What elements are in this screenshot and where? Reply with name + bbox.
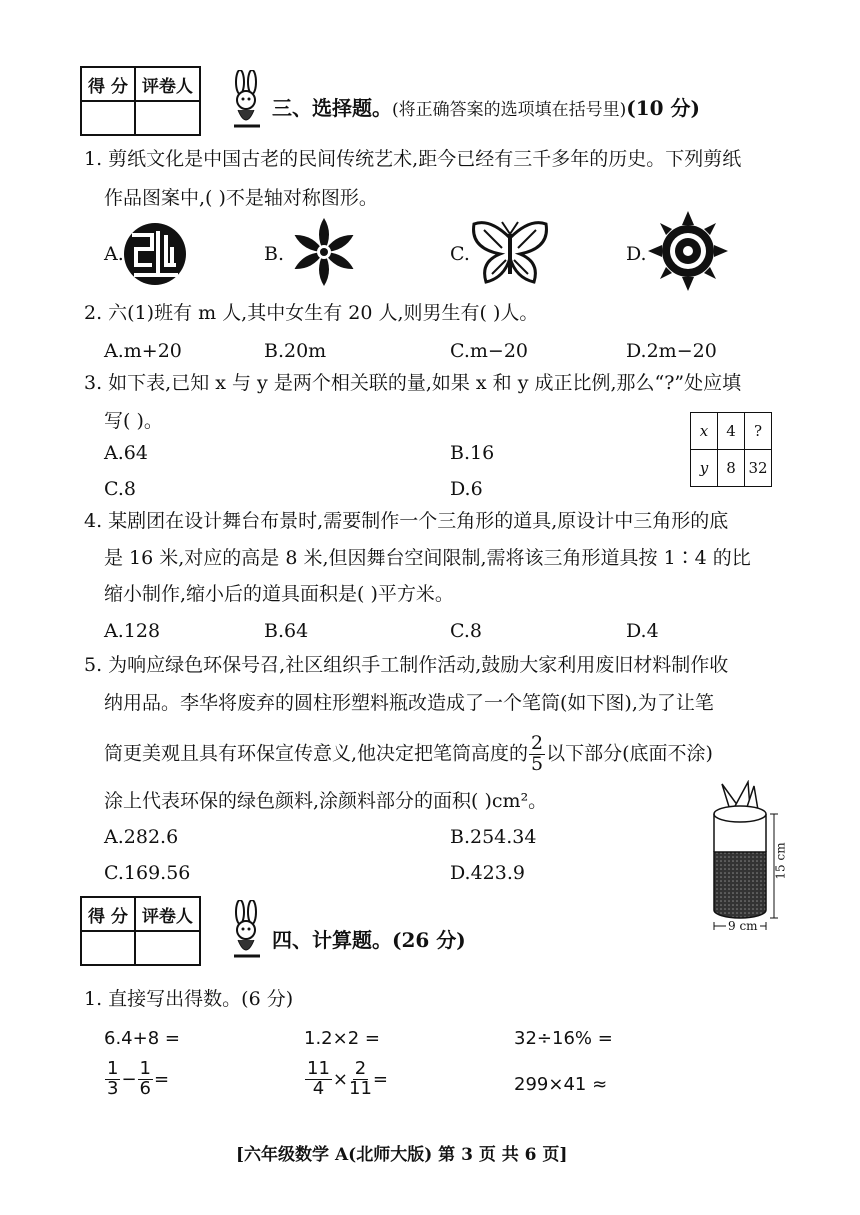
xy-table	[690, 412, 772, 487]
calc-item-2: 1.2×2 =	[304, 1028, 380, 1049]
score-label: 得 分	[81, 897, 135, 931]
score-label: 得 分	[81, 67, 135, 101]
equals: =	[372, 1068, 388, 1090]
pen-holder-figure	[700, 780, 810, 935]
operator: ×	[332, 1068, 348, 1090]
calc-item-1: 6.4+8 =	[104, 1028, 180, 1049]
xy-cell: 4	[718, 413, 745, 450]
fraction-two-fifths	[529, 734, 545, 775]
papercut-d-medallion-icon	[646, 210, 730, 292]
q5-option-a: A.282.6	[104, 826, 179, 848]
frac-den: 5	[531, 752, 544, 775]
fraction	[105, 1060, 120, 1099]
q1-option-c-label: C.	[450, 243, 470, 265]
fraction	[305, 1060, 332, 1099]
calc-item-6: 299×41 ≈	[514, 1074, 608, 1095]
section4-heading	[272, 924, 466, 953]
q5-line3-start: 筒更美观且具有环保宣传意义,他决定把笔筒高度的	[104, 742, 529, 765]
xy-cell: ?	[745, 413, 772, 450]
calc-item-5	[304, 1060, 388, 1099]
q4-option-c: C.8	[450, 620, 482, 642]
calc-item-4	[104, 1060, 169, 1099]
operator: −	[121, 1068, 137, 1090]
q5-option-d: D.423.9	[450, 862, 525, 884]
score-box-section4	[80, 896, 201, 966]
score-cell	[81, 101, 135, 135]
q3-option-d: D.6	[450, 478, 483, 500]
q2-option-a: A.m+20	[104, 340, 182, 362]
q2-option-c: C.m−20	[450, 340, 529, 362]
q4-line2: 是 16 米,对应的高是 8 米,但因舞台空间限制,需将该三角形道具按 1∶4 的比	[104, 547, 751, 569]
q1-line2: 作品图案中,( )不是轴对称图形。	[104, 187, 378, 209]
diameter-label: 9 cm	[728, 919, 758, 933]
page-footer: [六年级数学 A(北师大版) 第 3 页 共 6 页]	[236, 1145, 568, 1165]
q1-line1: 1. 剪纸文化是中国古老的民间传统艺术,距今已经有三千多年的历史。下列剪纸	[84, 148, 742, 170]
q4-option-a: A.128	[104, 620, 161, 642]
q5-line2: 纳用品。李华将废弃的圆柱形塑料瓶改造成了一个笔筒(如下图),为了让笔	[104, 692, 714, 714]
cylinder-diagram-icon	[700, 780, 810, 935]
section3-note: (将正确答案的选项填在括号里)	[392, 100, 627, 120]
height-label: 15 cm	[773, 842, 788, 880]
papercut-a-icon	[122, 221, 188, 287]
xy-cell: y	[691, 450, 718, 487]
xy-cell: 8	[718, 450, 745, 487]
q3-option-c: C.8	[104, 478, 136, 500]
frac-num: 1	[139, 1058, 151, 1079]
papercut-b-flower-icon	[284, 214, 364, 290]
grader-cell	[135, 931, 200, 965]
q1-option-b-label: B.	[264, 243, 285, 265]
score-box-section3	[80, 66, 201, 136]
frac-num: 1	[107, 1058, 119, 1079]
xy-cell: 32	[745, 450, 772, 487]
q5-line4: 涂上代表环保的绿色颜料,涂颜料部分的面积( )cm²。	[104, 790, 548, 812]
calc-item-3: 32÷16% =	[514, 1028, 613, 1049]
section3-title: 三、选择题。	[272, 96, 392, 120]
grader-label: 评卷人	[135, 897, 200, 931]
grader-cell	[135, 101, 200, 135]
xy-cell: x	[691, 413, 718, 450]
grader-label: 评卷人	[135, 67, 200, 101]
rabbit-mascot-icon	[224, 70, 270, 130]
q1-option-d-label: D.	[626, 243, 647, 265]
q4-option-d: D.4	[626, 620, 659, 642]
q4-line1: 4. 某剧团在设计舞台布景时,需要制作一个三角形的道具,原设计中三角形的底	[84, 510, 729, 532]
frac-den: 3	[107, 1077, 119, 1099]
rabbit-mascot-icon	[224, 900, 270, 960]
q2-option-b: B.20m	[264, 340, 327, 362]
frac-den: 6	[139, 1077, 151, 1099]
q1-option-a-label: A.	[104, 243, 124, 265]
calc-title: 1. 直接写出得数。(6 分)	[84, 988, 294, 1010]
frac-den: 4	[312, 1077, 325, 1099]
q3-line2: 写( )。	[104, 410, 163, 432]
section4-title: 四、计算题。	[272, 928, 392, 952]
score-cell	[81, 931, 135, 965]
q3-option-a: A.64	[104, 442, 148, 464]
q5-option-c: C.169.56	[104, 862, 191, 884]
q3-option-b: B.16	[450, 442, 495, 464]
equals: =	[154, 1068, 170, 1090]
fraction	[349, 1060, 372, 1099]
q3-line1: 3. 如下表,已知 x 与 y 是两个相关联的量,如果 x 和 y 成正比例,那么“?”处应填	[84, 372, 742, 394]
frac-num: 2	[354, 1058, 367, 1079]
fraction	[138, 1060, 153, 1099]
section3-points: (10 分)	[626, 96, 700, 120]
papercut-c-butterfly-icon	[470, 218, 550, 286]
q4-option-b: B.64	[264, 620, 309, 642]
q4-line3: 缩小制作,缩小后的道具面积是( )平方米。	[104, 583, 454, 605]
q5-line1: 5. 为响应绿色环保号召,社区组织手工制作活动,鼓励大家利用废旧材料制作收	[84, 654, 729, 676]
q5-line3-end: 以下部分(底面不涂)	[546, 742, 713, 765]
q2-text: 2. 六(1)班有 m 人,其中女生有 20 人,则男生有( )人。	[84, 302, 539, 324]
q5-line3	[104, 734, 713, 775]
frac-den: 11	[349, 1077, 372, 1099]
q5-option-b: B.254.34	[450, 826, 537, 848]
section4-points: (26 分)	[392, 928, 466, 952]
frac-num: 11	[307, 1058, 330, 1079]
section3-heading	[272, 92, 700, 121]
q2-option-d: D.2m−20	[626, 340, 717, 362]
frac-num: 2	[531, 732, 544, 754]
